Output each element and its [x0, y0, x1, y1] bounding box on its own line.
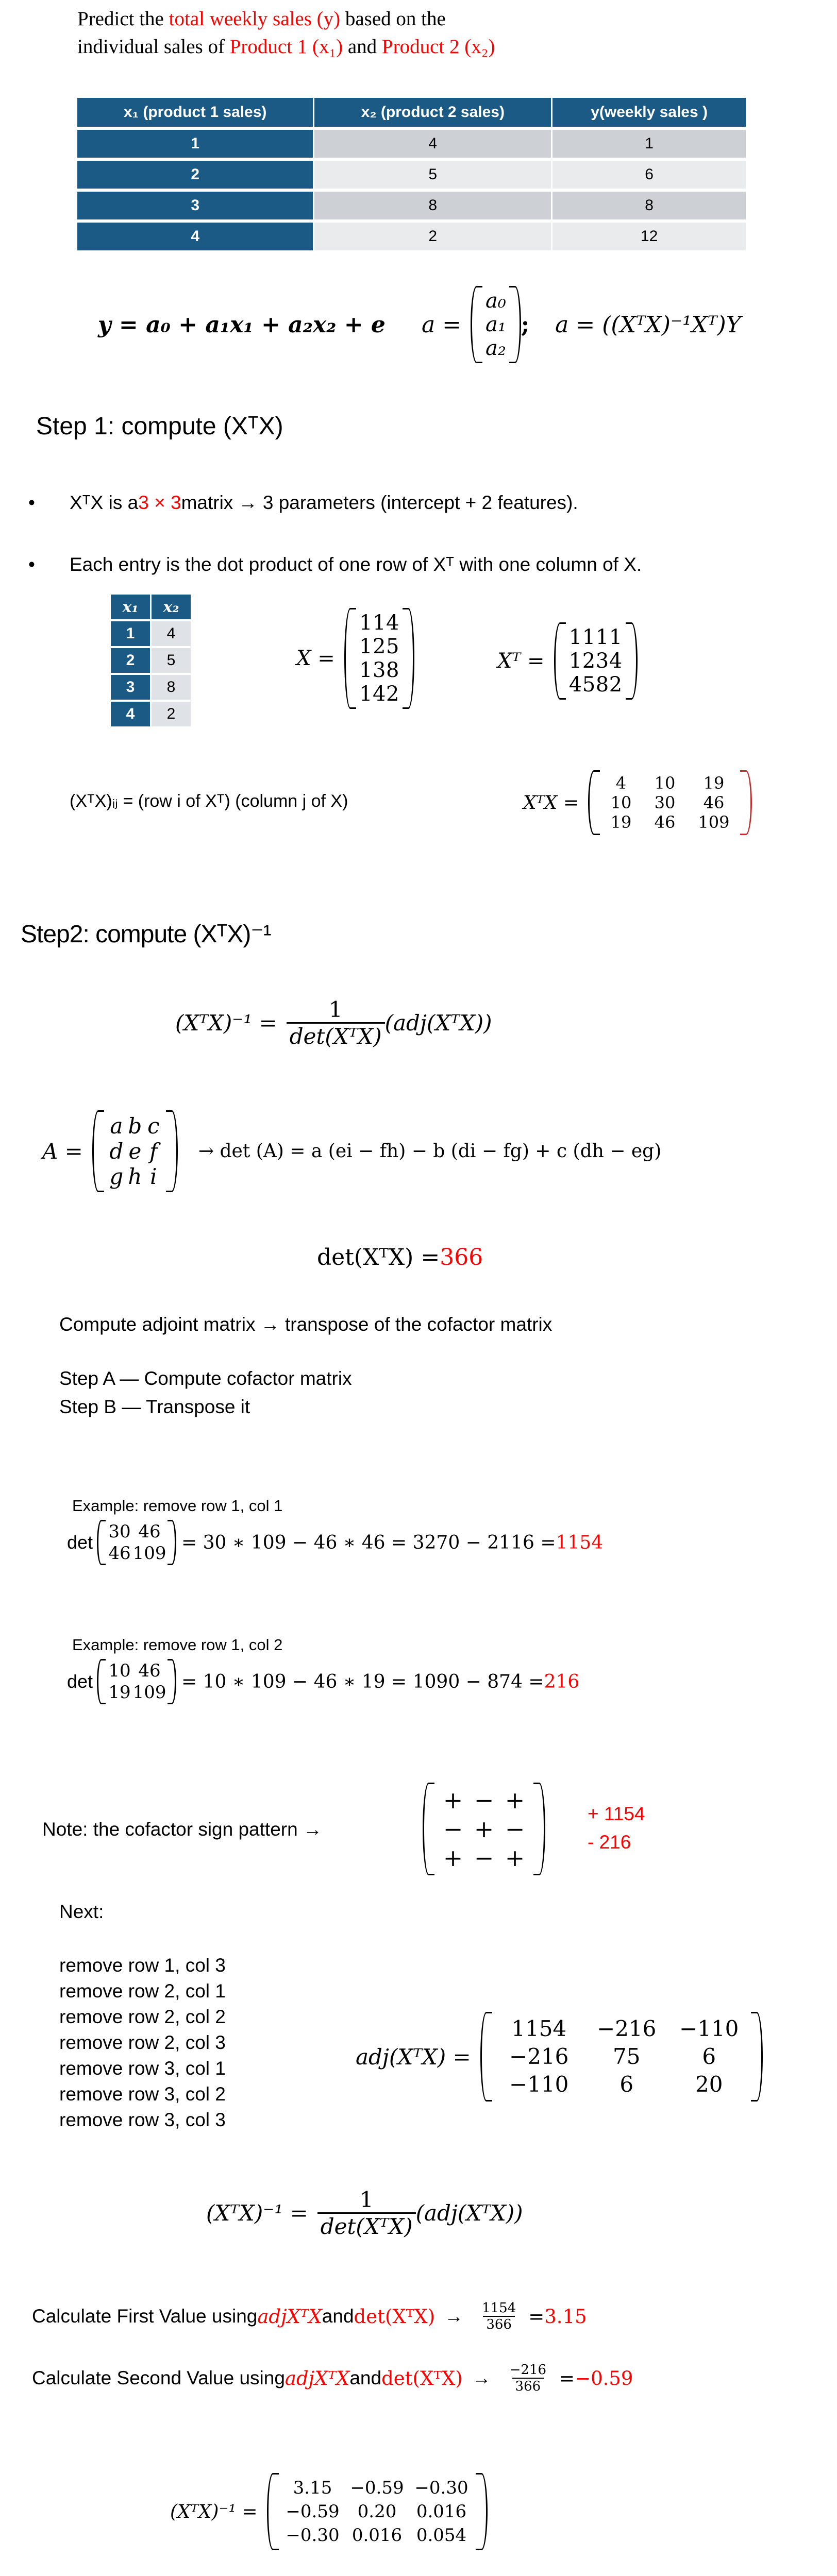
matrix-cell: +: [505, 1844, 525, 1872]
small-table-header-cell: x₂: [152, 595, 192, 619]
matrix-cell: a₂: [486, 336, 506, 360]
a-vector: [471, 286, 521, 363]
step2-title: Step2: compute (XᵀX)⁻¹: [21, 921, 271, 948]
matrix-cell: 5: [582, 673, 596, 697]
det-result: det(XᵀX) = 366: [317, 1244, 483, 1270]
matrix-cell: 2: [609, 673, 623, 697]
inverse-formula-2: (XᵀX)⁻¹ = $\frac{1}{\text{det(XᵀX)}}$ (adj(XᵀX)): [206, 2187, 523, 2239]
x-matrix-eq: [296, 608, 414, 709]
matrix-cell: −: [474, 1844, 494, 1872]
list-item: remove row 1, col 3: [59, 1955, 226, 1976]
table-cell: 5: [152, 648, 192, 673]
list-item: remove row 2, col 1: [59, 1980, 226, 2002]
table-cell: 8: [152, 675, 192, 700]
matrix-cell: 0.054: [416, 2525, 467, 2546]
table-cell: 2: [77, 161, 314, 189]
matrix-cell: −0.59: [286, 2501, 340, 2522]
matrix-cell: 4: [568, 673, 582, 697]
table-row: [111, 675, 192, 700]
example-1-eq: det 30 46 46 109 = 30 ∗ 109 − 46 ∗ 46 = 3270 − 2116 = 1154: [67, 1520, 603, 1565]
matrix-cell: 0.016: [351, 2525, 403, 2546]
xtx-matrix-eq: [523, 770, 752, 835]
matrix-cell: 30: [654, 793, 676, 812]
table-cell: 1: [111, 621, 152, 646]
matrix-cell: 1: [359, 682, 373, 706]
x-matrix: [344, 608, 414, 709]
bullet-icon: •: [28, 492, 35, 513]
det-rule: → det (A) = a (ei − fh) − b (di − fg) + c (dh − eg): [198, 1141, 662, 1162]
example-2-matrix: [97, 1659, 176, 1704]
matrix-cell: 46: [138, 1521, 161, 1542]
xt-matrix-eq: [497, 622, 638, 700]
matrix-cell: 1: [568, 649, 582, 673]
matrix-cell: 4: [615, 773, 627, 793]
matrix-cell: 75: [612, 2044, 641, 2069]
matrix-cell: −110: [679, 2016, 739, 2041]
xt-matrix: [554, 622, 638, 700]
inverse-fraction: $\frac{1}{\text{det(XᵀX)}}$: [287, 997, 385, 1049]
table-cell: 5: [314, 161, 553, 189]
matrix-cell: 1: [359, 635, 373, 658]
matrix-cell: 1: [372, 611, 386, 635]
matrix-cell: 1: [609, 625, 623, 649]
table-cell: 2: [314, 223, 553, 250]
small-x-table: [111, 592, 192, 728]
matrix-cell: −: [443, 1815, 463, 1843]
matrix-cell: 19: [108, 1682, 131, 1703]
matrix-cell: b: [128, 1113, 142, 1139]
list-item: remove row 2, col 2: [59, 2006, 226, 2027]
matrix-cell: i: [150, 1164, 157, 1189]
matrix-cell: −0.30: [414, 2478, 468, 2498]
small-table-header-cell: x₁: [111, 595, 152, 619]
matrix-cell: 8: [386, 658, 399, 682]
matrix-a-eq: [42, 1110, 661, 1192]
matrix-cell: 2: [372, 635, 386, 658]
table-cell: 1: [77, 130, 314, 158]
matrix-cell: −0.59: [350, 2478, 404, 2498]
matrix-cell: 46: [138, 1660, 161, 1681]
table-cell: 4: [111, 702, 152, 726]
step1-title: Step 1: compute (XᵀX): [36, 413, 283, 440]
list-item: remove row 3, col 1: [59, 2058, 226, 2079]
table-row: [77, 130, 747, 158]
matrix-cell: 4: [609, 649, 623, 673]
xt-label: Xᵀ =: [497, 649, 545, 673]
table-cell: 2: [152, 702, 192, 726]
table-cell: 3: [111, 675, 152, 700]
matrix-cell: 1: [582, 625, 596, 649]
example-1-title: Example: remove row 1, col 1: [72, 1497, 283, 1515]
table-cell: 1: [553, 130, 747, 158]
xtx-matrix: [588, 770, 752, 835]
matrix-cell: 30: [108, 1521, 131, 1542]
sign-pattern-matrix-wrap: [423, 1783, 545, 1875]
matrix-cell: −: [505, 1815, 525, 1843]
matrix-cell: h: [128, 1164, 142, 1189]
table-row: [111, 702, 192, 726]
matrix-cell: 5: [386, 635, 399, 658]
sales-table-header-cell: x₂ (product 2 sales): [314, 98, 553, 127]
matrix-cell: 2: [582, 649, 596, 673]
matrix-cell: 10: [654, 773, 676, 793]
a-matrix-label: A =: [42, 1139, 83, 1164]
table-cell: 2: [111, 648, 152, 673]
a-matrix: [92, 1110, 178, 1192]
matrix-cell: 0.016: [416, 2501, 467, 2522]
sign-minus-value: - 216: [588, 1832, 631, 1853]
list-item: remove row 2, col 3: [59, 2032, 226, 2053]
sign-pattern-matrix: [423, 1783, 545, 1875]
matrix-cell: 109: [698, 812, 730, 832]
semicolon: ;: [521, 311, 530, 338]
table-cell: 8: [553, 192, 747, 219]
example-2-title: Example: remove row 1, col 2: [72, 1636, 283, 1654]
x-label: X =: [296, 647, 335, 670]
inverse-formula: (XᵀX)⁻¹ = $\frac{1}{\text{det(XᵀX)}}$ (adj(XᵀX)): [175, 997, 492, 1049]
matrix-cell: 10: [610, 793, 632, 812]
matrix-cell: 3: [372, 658, 386, 682]
table-cell: 12: [553, 223, 747, 250]
sales-table-header-cell: x₁ (product 1 sales): [77, 98, 314, 127]
matrix-cell: −216: [597, 2016, 657, 2041]
matrix-cell: 10: [108, 1660, 131, 1681]
matrix-cell: 19: [703, 773, 725, 793]
table-cell: 3: [77, 192, 314, 219]
matrix-cell: 109: [132, 1543, 166, 1564]
matrix-cell: −0.30: [286, 2525, 340, 2546]
matrix-cell: 4: [386, 611, 399, 635]
adj-matrix: [480, 2012, 763, 2102]
matrix-cell: 109: [132, 1682, 166, 1703]
next-label: Next:: [59, 1901, 104, 1922]
solution-equation: a = ((XᵀX)⁻¹Xᵀ)Y: [555, 311, 741, 338]
table-row: [111, 648, 192, 673]
matrix-cell: 46: [703, 793, 725, 812]
matrix-cell: +: [443, 1844, 463, 1872]
table-cell: 4: [152, 621, 192, 646]
list-item: remove row 3, col 2: [59, 2083, 226, 2105]
table-cell: 6: [553, 161, 747, 189]
matrix-cell: 19: [610, 812, 632, 832]
matrix-cell: −110: [509, 2072, 569, 2097]
intro-text: [77, 5, 495, 61]
example-2-eq: det 10 46 19 109 = 10 ∗ 109 − 46 ∗ 19 = 1090 − 874 = 216: [67, 1659, 579, 1704]
matrix-cell: 6: [620, 2072, 634, 2097]
list-item: remove row 3, col 3: [59, 2109, 226, 2130]
matrix-cell: 8: [595, 673, 609, 697]
sign-note: Note: the cofactor sign pattern →: [42, 1819, 322, 1840]
table-row: [77, 192, 747, 219]
small-table-header: [111, 595, 192, 619]
matrix-cell: 0.20: [357, 2501, 397, 2522]
matrix-cell: e: [128, 1139, 142, 1164]
matrix-cell: 1: [568, 625, 582, 649]
matrix-cell: 2: [386, 682, 399, 706]
matrix-cell: −: [474, 1786, 494, 1814]
inverse-matrix-eq: [170, 2473, 488, 2550]
adjoint-note: Compute adjoint matrix → transpose of the cofactor matrix: [59, 1314, 553, 1335]
matrix-cell: 1: [359, 658, 373, 682]
adj-matrix-eq: [356, 2012, 763, 2102]
matrix-cell: 3.15: [293, 2478, 332, 2498]
table-cell: 8: [314, 192, 553, 219]
step1-bullet-1: • XᵀX is a 3 × 3 matrix → 3 parameters (intercept + 2 features).: [28, 492, 578, 513]
matrix-cell: 1154: [511, 2016, 567, 2041]
matrix-cell: g: [109, 1164, 124, 1189]
entry-rule: (XᵀX)ᵢⱼ = (row i of Xᵀ) (column j of X): [70, 791, 348, 811]
sales-table: [77, 95, 747, 253]
model-equation: y = a₀ + a₁x₁ + a₂x₂ + e: [98, 311, 386, 338]
table-row: [111, 621, 192, 646]
matrix-cell: d: [109, 1139, 124, 1164]
step-a-text: Step A — Compute cofactor matrix: [59, 1368, 352, 1389]
matrix-cell: 1: [359, 611, 373, 635]
table-row: [77, 161, 747, 189]
matrix-cell: 46: [654, 812, 676, 832]
matrix-cell: 1: [595, 625, 609, 649]
matrix-cell: a: [110, 1113, 123, 1139]
matrix-cell: +: [443, 1786, 463, 1814]
matrix-cell: −216: [509, 2044, 569, 2069]
matrix-cell: a₀: [486, 289, 506, 313]
table-cell: 4: [314, 130, 553, 158]
sales-table-header-cell: y(weekly sales ): [553, 98, 747, 127]
adj-label: adj(XᵀX) =: [356, 2044, 471, 2070]
calc-first-value: Calculate First Value using adjXᵀX and det(XᵀX) → $\frac{1154}{366}$ = 3.15: [32, 2300, 587, 2332]
intro-line-1: Predict the total weekly sales (y) based on the: [77, 8, 446, 30]
matrix-cell: 3: [595, 649, 609, 673]
calc-second-value: Calculate Second Value using adjXᵀX and det(XᵀX) → $\frac{-216}{366}$ = −0.59: [32, 2362, 633, 2394]
table-row: [77, 223, 747, 250]
step-b-text: Step B — Transpose it: [59, 1396, 250, 1417]
xtx-label: XᵀX =: [523, 792, 579, 814]
matrix-cell: 4: [372, 682, 386, 706]
matrix-cell: 46: [108, 1543, 131, 1564]
a-label: a =: [421, 311, 462, 338]
intro-line-2: individual sales of Product 1 (x₁) and Product 2 (x₂): [77, 36, 495, 58]
table-cell: 4: [77, 223, 314, 250]
example-1-matrix: [97, 1520, 176, 1565]
matrix-cell: a₁: [486, 313, 506, 336]
matrix-cell: +: [474, 1815, 494, 1843]
matrix-cell: 6: [702, 2044, 716, 2069]
matrix-cell: f: [149, 1139, 158, 1164]
sales-table-header: [77, 98, 747, 127]
matrix-cell: +: [505, 1786, 525, 1814]
remove-list: [59, 1953, 226, 2133]
step1-bullet-2: • Each entry is the dot product of one row of Xᵀ with one column of X.: [28, 554, 642, 575]
inverse-lhs: (XᵀX)⁻¹ =: [175, 1010, 277, 1036]
inverse-matrix-label: (XᵀX)⁻¹ =: [170, 2501, 258, 2522]
model-equation-row: [98, 286, 741, 363]
sign-plus-value: + 1154: [588, 1803, 645, 1824]
inverse-matrix: [267, 2473, 488, 2550]
matrix-cell: 20: [695, 2072, 723, 2097]
matrix-cell: c: [147, 1113, 160, 1139]
bullet-icon: •: [28, 554, 35, 575]
